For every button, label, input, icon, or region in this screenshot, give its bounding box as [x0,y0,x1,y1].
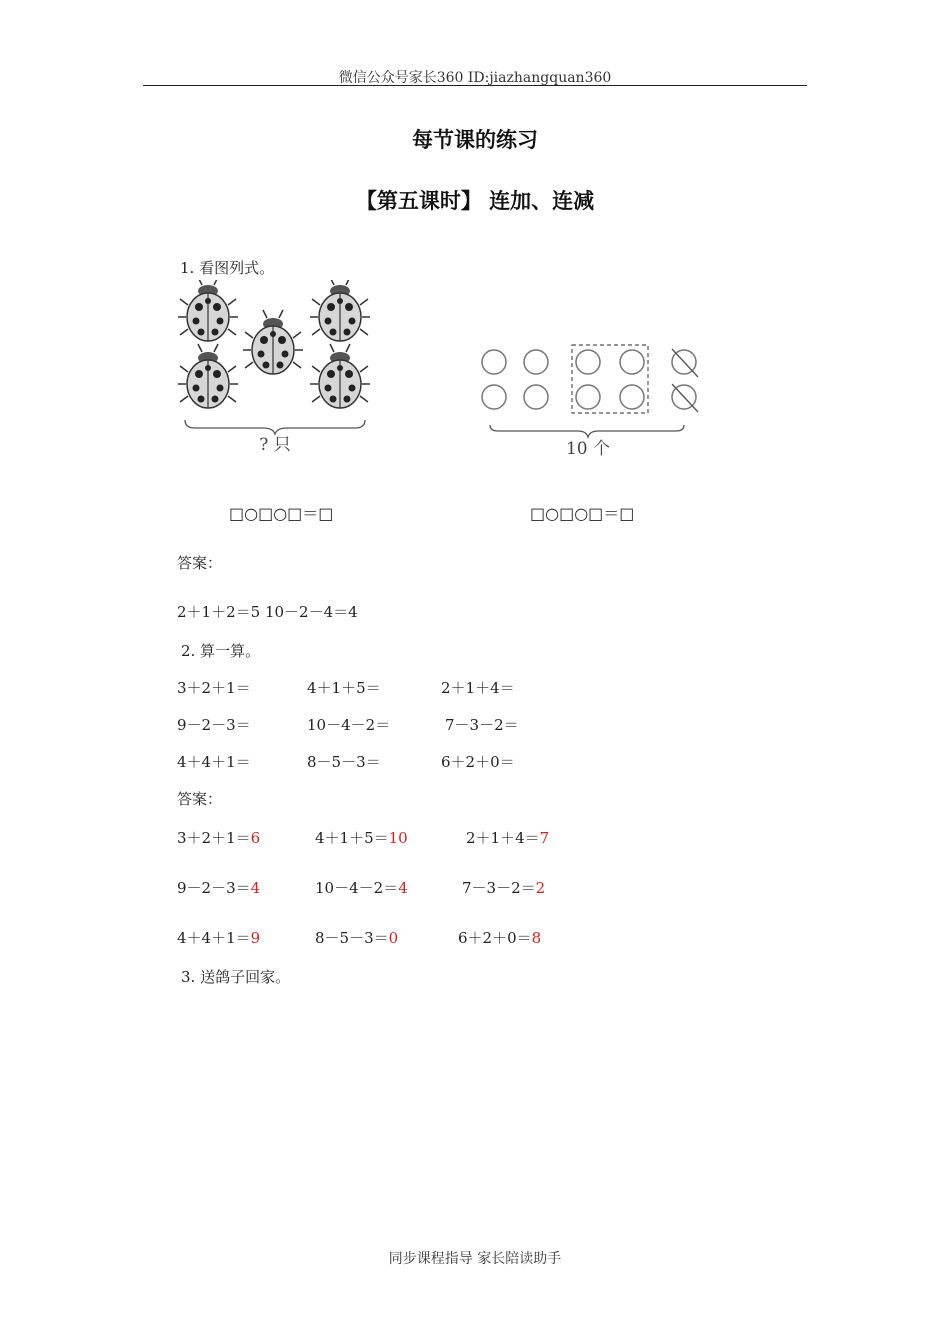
q2-problem: 2＋1＋4＝ [441,679,515,697]
header-divider [143,85,807,86]
q1-answer-label: 答案： [177,554,223,572]
lesson-subtitle: 【第五课时】 连加、连减 [355,189,595,213]
q2-answer-item: 2＋1＋4＝7 [466,829,550,847]
page-footer: 同步课程指导 家长陪读助手 [388,1251,562,1267]
ladybug-icon [178,344,238,408]
q2-answer-item: 3＋2＋1＝6 [177,829,261,847]
circle-icon [620,350,644,374]
page-title: 每节课的练习 [412,128,538,152]
q2-answer-item: 6＋2＋0＝8 [458,929,542,947]
brace-icon [185,420,365,434]
ladybug-icon [243,310,303,374]
q2-problem: 3＋2＋1＝ [177,679,251,697]
circles-figure [470,335,710,465]
q2-answer-item: 9－2－3＝4 [177,879,261,897]
circle-icon [620,385,644,409]
page-header: 微信公众号家长360 ID:jiazhangquan360 [338,70,612,86]
circle-icon [576,385,600,409]
q1-blank-right: □○□○□＝□ [530,504,635,523]
q2-answer-item: 4＋1＋5＝10 [315,829,408,847]
q2-problem: 7－3－2＝ [445,716,519,734]
ladybug-icon [310,344,370,408]
ladybug-icon [310,280,370,341]
q3-prompt: 3. 送鸽子回家。 [181,968,291,986]
circle-icon [482,385,506,409]
circle-icon [482,350,506,374]
q2-problem: 8－5－3＝ [307,753,381,771]
ladybug-icon [178,280,238,341]
q2-problem: 10－4－2＝ [307,716,391,734]
dashed-box [572,345,648,413]
q1-blank-left: □○□○□＝□ [229,504,334,523]
ladybug-figure [175,280,375,460]
q2-answer-item: 7－3－2＝2 [462,879,546,897]
q2-prompt: 2. 算一算。 [181,642,261,660]
q2-problem: 4＋4＋1＝ [177,753,251,771]
q2-answer-item: 4＋4＋1＝9 [177,929,261,947]
q2-answer-label: 答案： [177,790,223,808]
circle-icon [576,350,600,374]
ladybug-count-label: ? 只 [259,435,291,455]
q2-problem: 9－2－3＝ [177,716,251,734]
q2-problem: 6＋2＋0＝ [441,753,515,771]
q2-answer-item: 10－4－2＝4 [315,879,408,897]
brace-icon [490,425,684,437]
circles-count-label: 10 个 [565,439,611,459]
q1-answer: 2＋1＋2＝5 10－2－4＝4 [177,603,358,621]
q1-prompt: 1. 看图列式。 [180,259,275,277]
circle-icon [524,385,548,409]
q2-answer-item: 8－5－3＝0 [315,929,399,947]
q2-problem: 4＋1＋5＝ [307,679,381,697]
circle-icon [524,350,548,374]
